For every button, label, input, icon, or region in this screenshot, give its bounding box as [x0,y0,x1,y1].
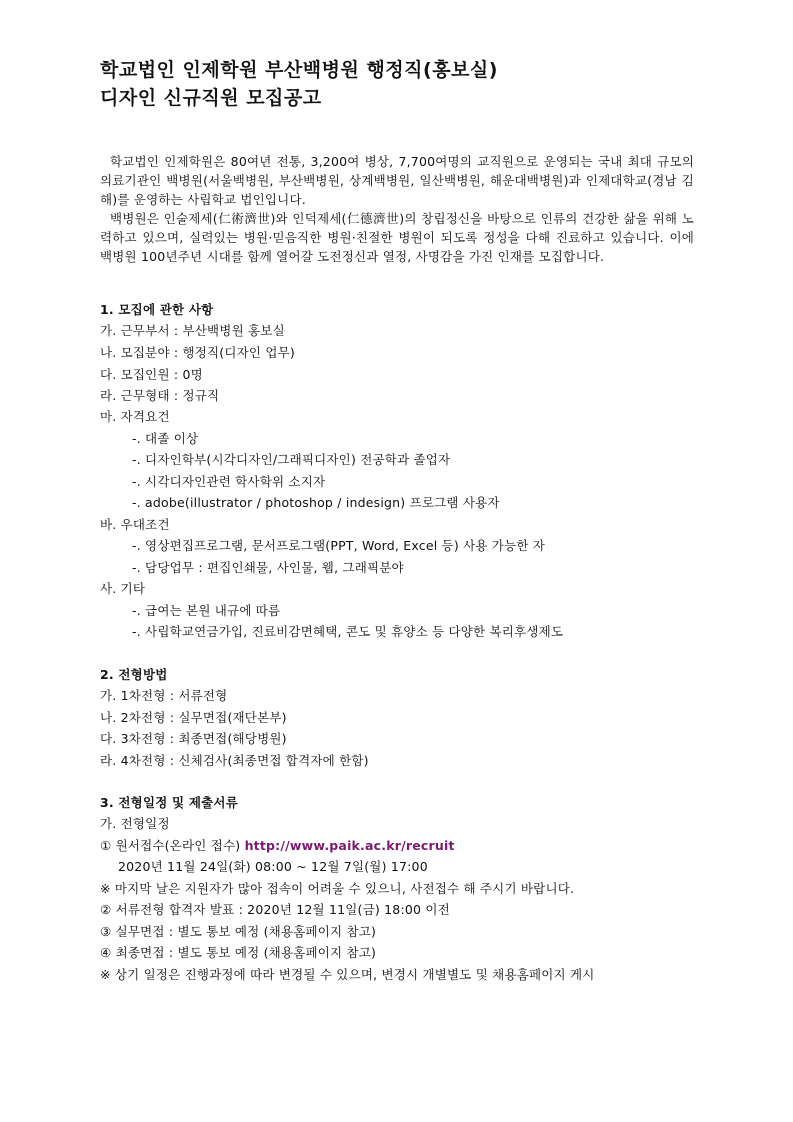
intro-section [100,152,694,266]
etc-item: -. 급여는 본원 내규에 따름 [132,603,281,618]
recruit-link[interactable]: http://www.paik.ac.kr/recruit [244,838,455,853]
qualification-item: -. adobe(illustrator / photoshop / indesign) 프로그램 사용자 [132,495,500,510]
selection-step: 라. 4차전형 : 신체검사(최종면접 합격자에 한함) [100,753,369,768]
intro-paragraph-1: 학교법인 인제학원은 80여년 전통, 3,200여 병상, 7,700여명의 교직원으로 운영되는 국내 최대 규모의 의료기관인 백병원(서울백병원, 부산백병원, 상계백병원, 일산백병원, 해운대백병원)과 인제대학교(경남 김해)를 운영하는 사립학교 법인입니다. [100,154,694,207]
title-line-1: 학교법인 인제학원 부산백병원 행정직(홍보실) [100,59,498,81]
section-3-heading: 3. 전형일정 및 제출서류 [100,795,238,810]
preference-item: -. 담당업무 : 편집인쇄물, 사인물, 웹, 그래픽분야 [132,560,404,575]
note-early-apply: ※ 마지막 날은 지원자가 많아 접속이 어려울 수 있으니, 사전접수 해 주시기 바랍니다. [100,881,575,896]
type-line: 라. 근무형태 : 정규직 [100,388,220,403]
qualification-item: -. 시각디자인관련 학사학위 소지자 [132,474,326,489]
section-1-heading: 1. 모집에 관한 사항 [100,302,214,317]
field-line: 나. 모집분야 : 행정직(디자인 업무) [100,345,296,360]
count-line: 다. 모집인원 : 0명 [100,367,203,382]
qualification-title: 마. 자격요건 [100,409,170,424]
apply-line [100,836,455,856]
dept-line: 가. 근무부서 : 부산백병원 홍보실 [100,323,285,338]
selection-step: 나. 2차전형 : 실무면접(재단본부) [100,710,287,725]
qualification-item: -. 디자인학부(시각디자인/그래픽디자인) 전공학과 졸업자 [132,452,451,467]
preference-title: 바. 우대조건 [100,517,170,532]
section-2-heading: 2. 전형방법 [100,667,168,682]
selection-step: 다. 3차전형 : 최종면접(해당병원) [100,731,287,746]
etc-item: -. 사립학교연금가입, 진료비감면혜택, 콘도 및 휴양소 등 다양한 복리후생제도 [132,624,564,639]
document-result-line: ② 서류전형 합격자 발표 : 2020년 12월 11일(금) 18:00 이전 [100,902,450,917]
practical-interview-line: ③ 실무면접 : 별도 통보 예정 (채용홈페이지 참고) [100,924,377,939]
selection-step: 가. 1차전형 : 서류전형 [100,688,228,703]
apply-label: ① 원서접수(온라인 접수) [100,838,245,853]
note-schedule-change: ※ 상기 일정은 진행과정에 따라 변경될 수 있으며, 변경시 개별별도 및 채용홈페이지 게시 [100,967,595,982]
preference-item: -. 영상편집프로그램, 문서프로그램(PPT, Word, Excel 등) 사용 가능한 자 [132,538,546,553]
schedule-title: 가. 전형일정 [100,816,170,831]
document-title [100,56,498,112]
intro-paragraph-2: 백병원은 인술제세(仁術濟世)와 인덕제세(仁德濟世)의 창립정신을 바탕으로 인류의 건강한 삶을 위해 노력하고 있으며, 실력있는 병원·믿음직한 병원·친절한 병원이 되도록 정성을 다해 진료하고 있습니다. 이에 백병원 100년주년 시대를 함께 열어갈 도전정신과 열정, 사명감을 가진 인재를 모집합니다. [100,211,694,264]
title-line-2: 디자인 신규직원 모집공고 [100,87,322,109]
etc-title: 사. 기타 [100,581,146,596]
apply-period: 2020년 11월 24일(화) 08:00 ~ 12월 7일(월) 17:00 [118,859,428,874]
final-interview-line: ④ 최종면접 : 별도 통보 예정 (채용홈페이지 참고) [100,945,377,960]
qualification-item: -. 대졸 이상 [132,431,199,446]
